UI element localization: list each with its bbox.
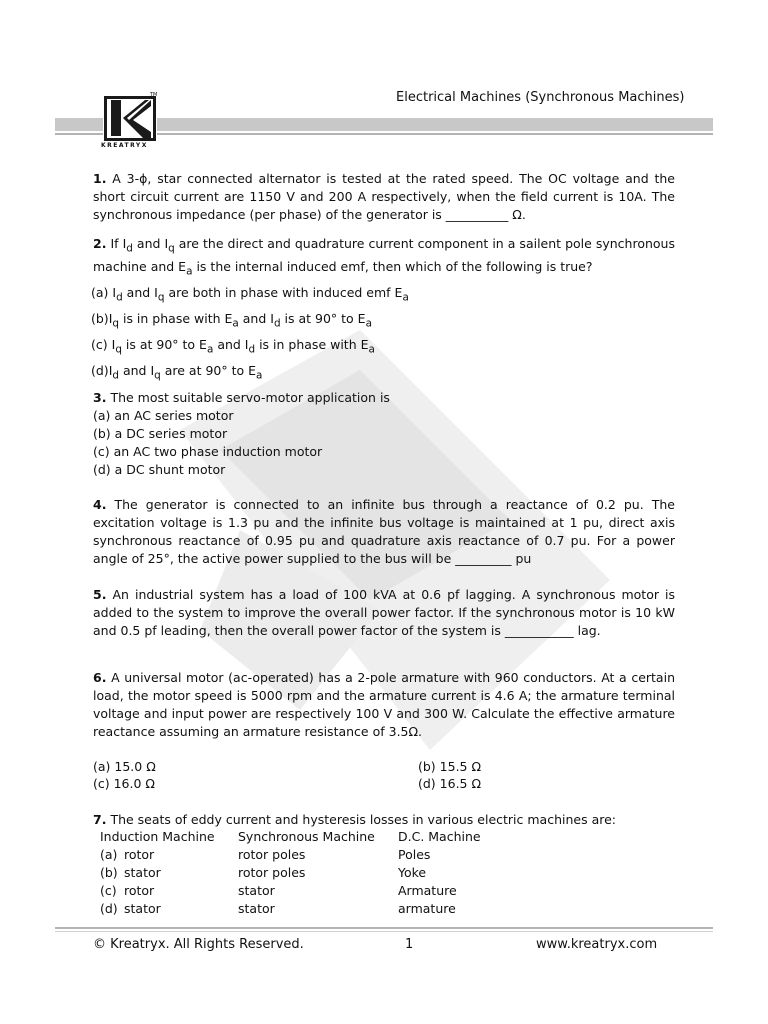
- option-c: (c) $I_q$ is at 90° to $E_a$ and $I_d$ is in phase with $E_a$: [91, 337, 375, 356]
- footer-url[interactable]: www.kreatryx.com: [536, 937, 658, 952]
- table-cell: stator: [238, 901, 275, 916]
- option-text: is at 90° to E: [121, 337, 207, 352]
- footer-copyright: © Kreatryx. All Rights Reserved.: [93, 937, 304, 952]
- question-number: 5.: [93, 587, 107, 602]
- question-text: An industrial system has a load of 100 kVA at 0.6 pf lagging. A synchronous motor is added to the system to improve the overall power factor. If the synchronous motor is 10 kW and 0.5 pf leading, then the overall power factor of the system is ___________ lag.: [93, 587, 676, 638]
- subscript: a: [232, 317, 239, 330]
- question-number: 7.: [93, 812, 107, 827]
- option-a: (a) $I_d$ and $I_q$ are both in phase with induced emf $E_a$: [91, 285, 409, 304]
- question-number: 1.: [93, 171, 107, 186]
- option-b: (b) a DC series motor: [93, 426, 228, 441]
- footer-rule-thin: [55, 931, 713, 932]
- option-text: and I: [119, 363, 155, 378]
- option-text: and I: [213, 337, 249, 352]
- question-text: The seats of eddy current and hysteresis losses in various electric machines are:: [110, 812, 616, 827]
- question-4: [93, 496, 675, 568]
- question-number: 6.: [93, 670, 107, 685]
- option-a: (a) 15.0 Ω: [93, 759, 156, 774]
- subscript: q: [112, 317, 119, 330]
- subscript: a: [365, 317, 372, 330]
- question-text-part: and I: [132, 236, 169, 251]
- table-row-label: (a): [100, 847, 118, 862]
- question-1: [93, 170, 675, 224]
- subscript: a: [186, 265, 193, 277]
- subscript: q: [157, 291, 165, 304]
- option-label: (b): [91, 311, 109, 326]
- question-6: [93, 669, 675, 741]
- option-text: is in phase with E: [255, 337, 369, 352]
- column-header-synchronous: Synchronous Machine: [238, 829, 375, 844]
- question-7: [93, 811, 616, 829]
- option-label: (d): [91, 363, 109, 378]
- subscript: a: [402, 291, 409, 304]
- subscript: d: [116, 291, 123, 304]
- option-text: are at 90° to E: [160, 363, 257, 378]
- footer-rule: [55, 927, 713, 929]
- question-number: 3.: [93, 390, 107, 405]
- logo-text: KREATRYX: [101, 142, 148, 149]
- option-b: (b) 15.5 Ω: [418, 759, 482, 774]
- subscript: d: [273, 317, 281, 330]
- option-b: $(b)I_q$ is in phase with $E_a$ and $I_d$ is at 90° to $E_a$: [91, 311, 372, 330]
- question-text: The most suitable servo-motor application is: [110, 390, 390, 405]
- subscript: a: [256, 369, 263, 382]
- kreatryx-logo: [103, 96, 157, 142]
- question-5: [93, 586, 675, 640]
- option-label: (c): [91, 337, 108, 352]
- table-cell: rotor poles: [238, 865, 306, 880]
- table-cell: stator: [124, 865, 161, 880]
- subscript: q: [168, 242, 175, 255]
- option-d: $(d)I_d$ and $I_q$ are at 90° to $E_a$: [91, 363, 263, 382]
- option-d: (d) 16.5 Ω: [418, 776, 482, 791]
- subscript: a: [368, 343, 375, 356]
- question-number: 4.: [93, 497, 107, 512]
- table-row-label: (d): [100, 901, 118, 916]
- option-c: (c) 16.0 Ω: [93, 776, 155, 791]
- question-number: 2.: [93, 236, 107, 251]
- question-2: [93, 235, 675, 280]
- page-number: 1: [405, 937, 414, 952]
- table-cell: armature: [398, 901, 456, 916]
- table-row-label: (c): [100, 883, 117, 898]
- subscript: a: [206, 343, 214, 356]
- question-text-part: are the direct and quadrature current component in a sailent pole synchronous machine and E: [93, 236, 675, 274]
- logo-k-icon: [103, 96, 157, 142]
- table-cell: Yoke: [398, 865, 427, 880]
- question-text-part: is the internal induced emf, then which of the following is true?: [192, 258, 593, 274]
- table-row-label: (b): [100, 865, 118, 880]
- option-label: (a): [91, 285, 109, 300]
- table-cell: rotor: [124, 847, 155, 862]
- option-text: and I: [238, 311, 274, 326]
- option-text: and I: [122, 285, 158, 300]
- option-text: is at 90° to E: [280, 311, 366, 326]
- option-a: (a) an AC series motor: [93, 408, 234, 423]
- subscript: q: [154, 369, 161, 382]
- question-text: A 3-ϕ, star connected alternator is tested at the rated speed. The OC voltage and the short circuit current are 1150 V and 200 A respectively, when the field current is 10A. The synchronous impedance (per phase) of the generator is __________ Ω.: [93, 171, 675, 222]
- document-title: Electrical Machines (Synchronous Machines): [396, 90, 685, 105]
- subscript: d: [126, 242, 133, 255]
- option-d: (d) a DC shunt motor: [93, 462, 226, 477]
- table-cell: stator: [124, 901, 161, 916]
- question-text: A universal motor (ac-operated) has a 2-pole armature with 960 conductors. At a certain load, the motor speed is 5000 rpm and the armature current is 4.6 A; the armature terminal voltage and input power are respectively 100 V and 300 W. Calculate the effective armature reactance assuming an armature resistance of 3.5Ω.: [93, 670, 675, 739]
- table-cell: rotor: [124, 883, 155, 898]
- option-text: are both in phase with induced emf E: [164, 285, 403, 300]
- question-3: [93, 389, 390, 407]
- table-cell: Armature: [398, 883, 457, 898]
- subscript: q: [115, 343, 122, 356]
- option-text: is in phase with E: [119, 311, 233, 326]
- question-text-part: If I: [110, 236, 127, 251]
- subscript: d: [248, 343, 256, 356]
- table-cell: stator: [238, 883, 275, 898]
- column-header-induction: Induction Machine: [100, 829, 215, 844]
- subscript: d: [112, 369, 119, 382]
- table-cell: Poles: [398, 847, 431, 862]
- table-cell: rotor poles: [238, 847, 306, 862]
- column-header-dc: D.C. Machine: [398, 829, 481, 844]
- question-text: The generator is connected to an infinite bus through a reactance of 0.2 pu. The excitation voltage is 1.3 pu and the infinite bus voltage is maintained at 1 pu, direct axis synchronous reactance of 0.95 pu and quadrature axis reactance of 0.7 pu. For a power angle of 25°, the active power supplied to the bus will be _________ pu: [93, 497, 675, 566]
- option-c: (c) an AC two phase induction motor: [93, 444, 323, 459]
- logo-trademark: TM: [150, 92, 158, 98]
